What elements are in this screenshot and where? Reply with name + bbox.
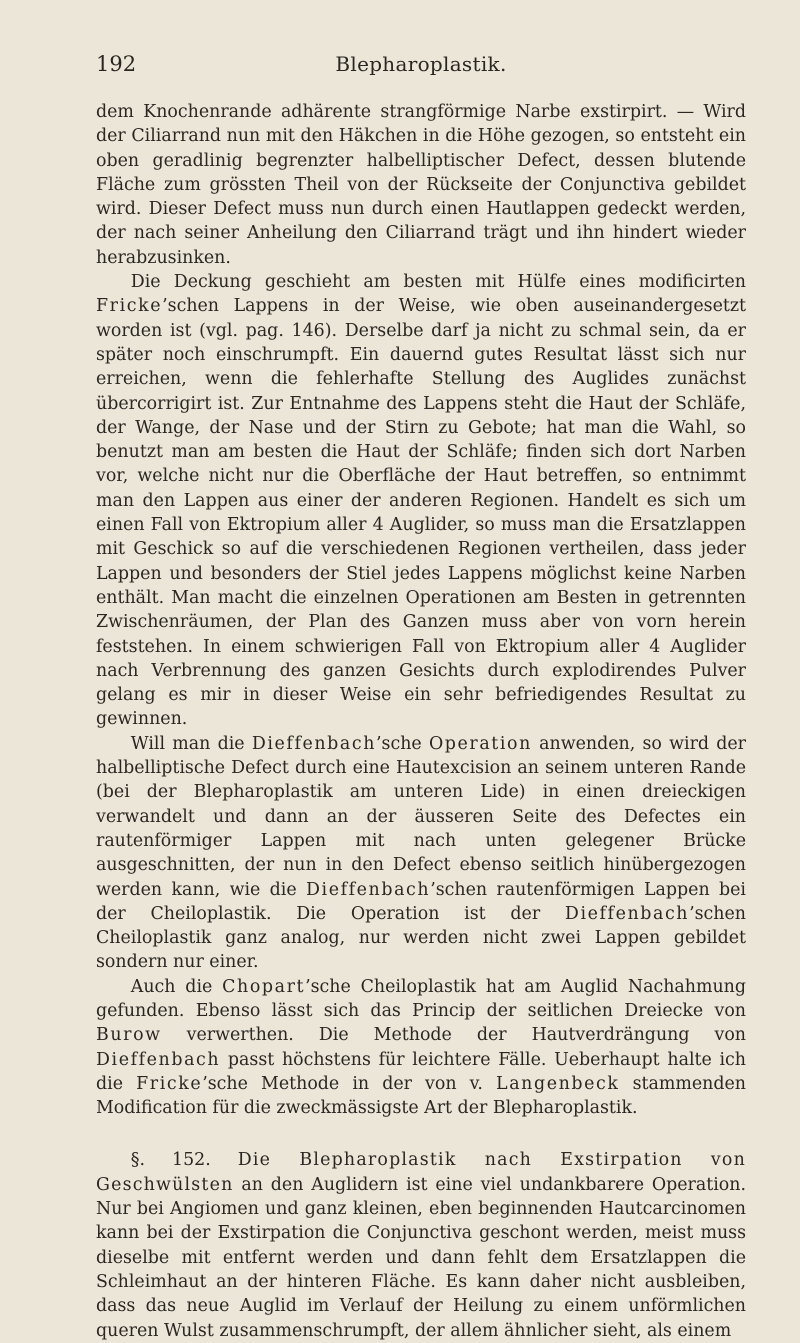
author-name-burow: Burow bbox=[96, 1025, 162, 1046]
text-run: Will man die bbox=[130, 733, 252, 754]
text-run: verwerthen. Die Methode der Hautverdrängung von bbox=[161, 1025, 746, 1046]
text-run: an den Auglidern ist eine viel undankbarere Operation. Nur bei Angiomen und ganz kleinen, eben beginnenden Hautcarcinomen kann bei der Exstirpation die Conjunctiva geschont werden, meist muss dieselbe mit entfernt werden und dann fehlt dem Ersatzlappen die Schleimhaut an der hinteren Fläche. Es kann daher nicht ausbleiben, dass das neue Auglid im Verlauf der Heilung zu einem unförmlichen queren Wulst zusammenschrumpft, der allem ähnlicher sieht, als einem bbox=[96, 1174, 746, 1341]
author-name-fricke: Fricke bbox=[136, 1073, 203, 1094]
text-run: dem Knochenrande adhärente strangförmige Narbe exstirpirt. — Wird der Ciliarrand nun mit den Häkchen in die Höhe gezogen, so entsteht ein oben geradlinig begrenzter halbelliptischer Defect, dessen blutende Fläche zum grössten Theil von der Rückseite der Conjunctiva gebildet wird. Dieser Defect muss nun durch einen Hautlappen gedeckt werden, der nach seiner Anheilung den Ciliarrand trägt und ihn hindert wieder herabzusinken. bbox=[96, 102, 746, 268]
author-name-chopart: Chopart bbox=[222, 976, 306, 997]
text-run: ’schen Lappens in der Weise, wie oben auseinandergesetzt worden ist (vgl. pag. 146). Derselbe darf ja nicht zu schmal sein, da er später noch einschrumpft. Ein dauernd gutes Resultat lässt sich nur erreichen, wenn die fehlerhafte Stellung des Auglides zunächst übercorrigirt ist. Zur Entnahme des Lappens steht die Haut der Schläfe, der Wange, der Nase und der Stirn zu Gebote; hat man die Wahl, so benutzt man am besten die Haut der Schläfe; finden sich dort Narben vor, welche nicht nur die Oberfläche der Haut betreffen, so entnimmt man den Lappen aus einer der anderen Regionen. Handelt es sich um einen Fall von Ektropium aller 4 Auglider, so muss man die Ersatzlappen mit Geschick so auf die verschiedenen Regionen vertheilen, dass jeder Lappen und besonders der Stiel jedes Lappens möglichst keine Narben enthält. Man macht die einzelnen Operationen am Besten in getrennten Zwischenräumen, der Plan des Ganzen muss aber von vorn herein feststehen. In einem schwierigen Fall von Ektropium aller 4 Auglider nach Verbrennung des ganzen Gesichts durch explodirendes Pulver gelang es mir in dieser Weise ein sehr befriedigendes Resultat zu gewinnen. bbox=[96, 296, 746, 730]
section-number: §. 152. bbox=[130, 1150, 238, 1171]
body-text bbox=[96, 100, 746, 1343]
text-run: ’sche bbox=[376, 733, 429, 754]
author-name-dieffenbach: Dieffenbach bbox=[564, 903, 690, 924]
text-run: ’sche Cheiloplastik hat am Auglid Nachahmung gefunden. Ebenso lässt sich das Princip der seitlichen Dreiecke von bbox=[96, 976, 746, 1021]
section-heading: Die Blepharoplastik nach Exstirpation von Geschwülsten bbox=[96, 1150, 746, 1195]
running-title: Blepharoplastik. bbox=[335, 52, 507, 76]
author-name-dieffenbach: Dieffenbach bbox=[306, 879, 431, 900]
text-run: Die Deckung geschieht am besten mit Hülfe eines modificirten bbox=[130, 272, 746, 293]
text-run: anwenden, so wird der halbelliptische Defect durch eine Hautexcision an seinem unteren Rande (bei der Blepharoplastik am unteren Lide) in einen dreieckigen verwandelt und dann an der äusseren Seite des Defectes ein rautenförmiger Lappen mit nach unten gelegener Brücke ausgeschnitten, der nun in den Defect ebenso seitlich hinübergezogen werden kann, wie die bbox=[96, 733, 746, 900]
author-name-dieffenbach: Dieffenbach bbox=[251, 733, 377, 754]
paragraph-dieffenbach-operation bbox=[96, 732, 746, 975]
text-run: ’schen rautenförmigen Lappen bei der Cheiloplastik. Die Operation ist der bbox=[96, 879, 746, 924]
emphasis-operation: Operation bbox=[428, 733, 532, 754]
text-run: ’sche Methode in der von v. bbox=[202, 1073, 497, 1094]
author-name-fricke: Fricke bbox=[96, 296, 163, 317]
running-head bbox=[96, 52, 746, 86]
page-number: 192 bbox=[96, 52, 137, 76]
text-run: stammenden Modification für die zweckmässigste Art der Blepharoplastik. bbox=[96, 1073, 746, 1119]
section-divider-space bbox=[96, 1120, 746, 1148]
author-name-langenbeck: Langenbeck bbox=[496, 1073, 620, 1094]
paragraph-section-152 bbox=[96, 1148, 746, 1342]
paragraph-deckung bbox=[96, 270, 746, 732]
text-run: passt höchstens für leichtere Fälle. Ueberhaupt halte ich die bbox=[96, 1049, 746, 1094]
paragraph-ciliarrand bbox=[96, 100, 746, 270]
paragraph-chopart bbox=[96, 975, 746, 1121]
author-name-dieffenbach: Dieffenbach bbox=[96, 1049, 221, 1070]
text-run: Auch die bbox=[130, 976, 223, 997]
text-run: ’schen Cheiloplastik ganz analog, nur werden nicht zwei Lappen gebildet sondern nur einer. bbox=[96, 903, 746, 973]
